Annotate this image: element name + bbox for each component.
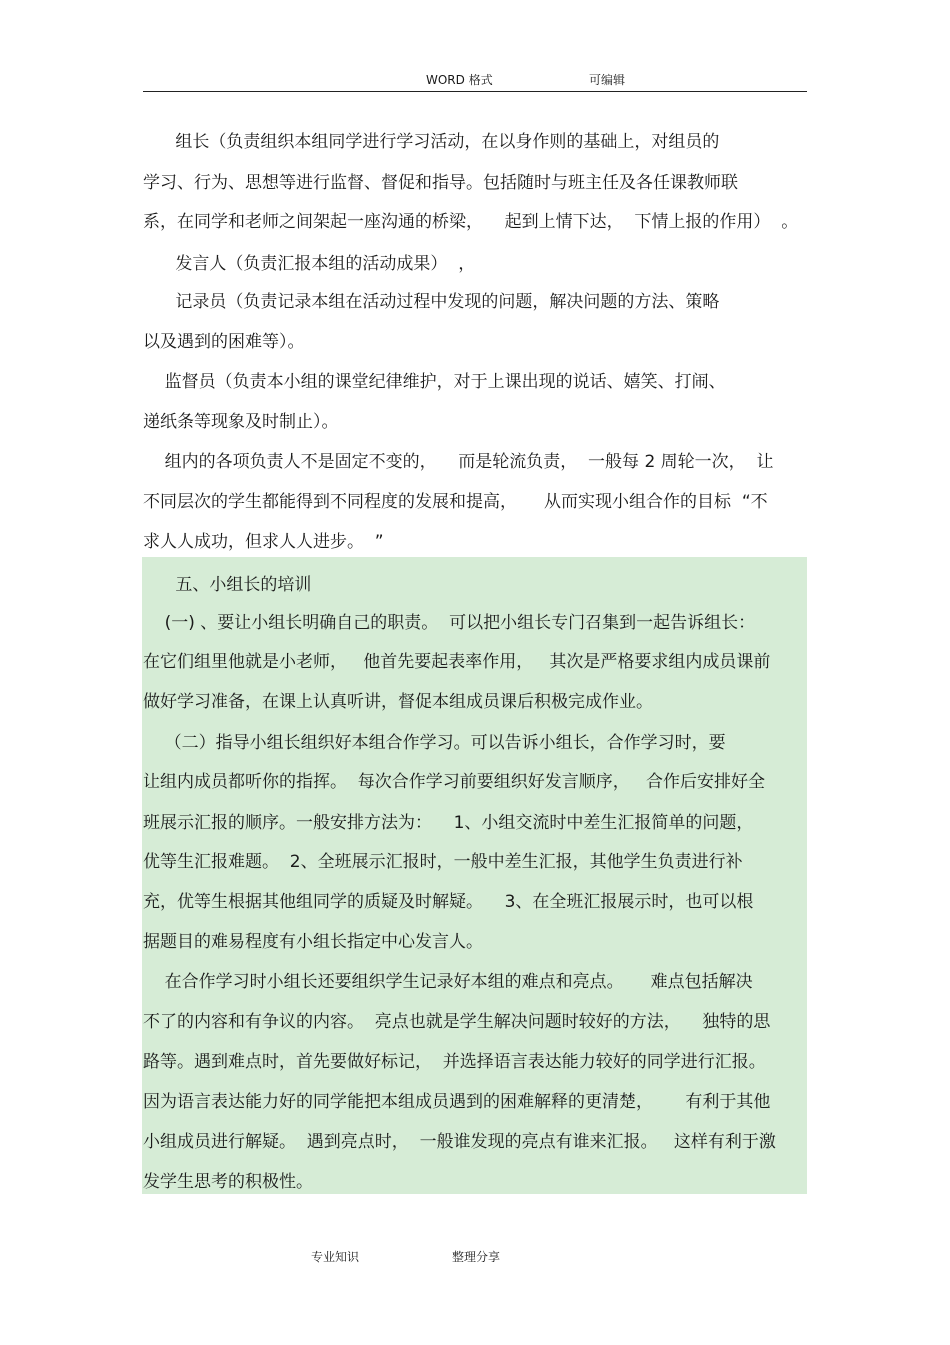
body-line: 学习、行为、思想等进行监督、督促和指导。包括随时与班主任及各任课教师联: [143, 173, 738, 193]
body-line: 监督员（负责本小组的课堂纪律维护，对于上课出现的说话、嬉笑、打闹、: [143, 372, 726, 392]
body-line: 让组内成员都听你的指挥。 每次合作学习前要组织好发言顺序， 合作后安排好全: [143, 772, 766, 792]
body-line: 据题目的难易程度有小组长指定中心发言人。: [143, 932, 483, 952]
body-line: 以及遇到的困难等）。: [143, 332, 305, 352]
body-line: 组长（负责组织本组同学进行学习活动，在以身作则的基础上，对组员的: [143, 132, 720, 152]
body-line: 班展示汇报的顺序。一般安排方法为： 1、小组交流时中差生汇报简单的问题，: [143, 813, 754, 833]
body-line: 因为语言表达能力好的同学能把本组成员遇到的困难解释的更清楚， 有利于其他: [143, 1092, 771, 1112]
section-heading: 五、小组长的培训: [143, 575, 312, 595]
body-line: 不同层次的学生都能得到不同程度的发展和提高， 从而实现小组合作的目标 “不: [143, 492, 768, 512]
header-right-text: 可编辑: [589, 73, 626, 87]
body-line: 发言人（负责汇报本组的活动成果） ，: [143, 254, 476, 274]
footer-left-text: 专业知识: [311, 1250, 360, 1264]
page-header: [143, 66, 807, 92]
body-line: 求人人成功，但求人人进步。 ”: [143, 532, 384, 552]
body-line: 记录员（负责记录本组在活动过程中发现的问题，解决问题的方法、策略: [143, 292, 720, 312]
body-line: 在它们组里他就是小老师， 他首先要起表率作用， 其次是严格要求组内成员课前: [143, 652, 771, 672]
footer-right-text: 整理分享: [452, 1250, 501, 1264]
body-line: 路等。遇到难点时，首先要做好标记， 并选择语言表达能力较好的同学进行汇报。: [143, 1052, 766, 1072]
body-line: 系，在同学和老师之间架起一座沟通的桥梁， 起到上情下达， 下情上报的作用） 。: [143, 212, 799, 232]
body-line: 做好学习准备，在课上认真听讲，督促本组成员课后积极完成作业。: [143, 692, 653, 712]
body-line: (一) 、要让小组长明确自己的职责。 可以把小组长专门召集到一起告诉组长：: [143, 613, 756, 633]
body-line: （二）指导小组长组织好本组合作学习。可以告诉小组长，合作学习时，要: [143, 733, 726, 753]
body-line: 优等生汇报难题。 2、全班展示汇报时，一般中差生汇报，其他学生负责进行补: [143, 852, 743, 872]
body-line: 充，优等生根据其他组同学的质疑及时解疑。 3、在全班汇报展示时，也可以根: [143, 892, 754, 912]
body-line: 在合作学习时小组长还要组织学生记录好本组的难点和亮点。 难点包括解决: [143, 972, 753, 992]
body-line: 发学生思考的积极性。: [143, 1172, 313, 1192]
body-line: 小组成员进行解疑。 遇到亮点时， 一般谁发现的亮点有谁来汇报。 这样有利于激: [143, 1132, 776, 1152]
body-line: 组内的各项负责人不是固定不变的， 而是轮流负责， 一般每 2 周轮一次， 让: [143, 452, 774, 472]
header-left-text: WORD 格式: [426, 73, 493, 87]
body-line: 递纸条等现象及时制止）。: [143, 412, 339, 432]
body-line: 不了的内容和有争议的内容。 亮点也就是学生解决问题时较好的方法， 独特的思: [143, 1012, 771, 1032]
